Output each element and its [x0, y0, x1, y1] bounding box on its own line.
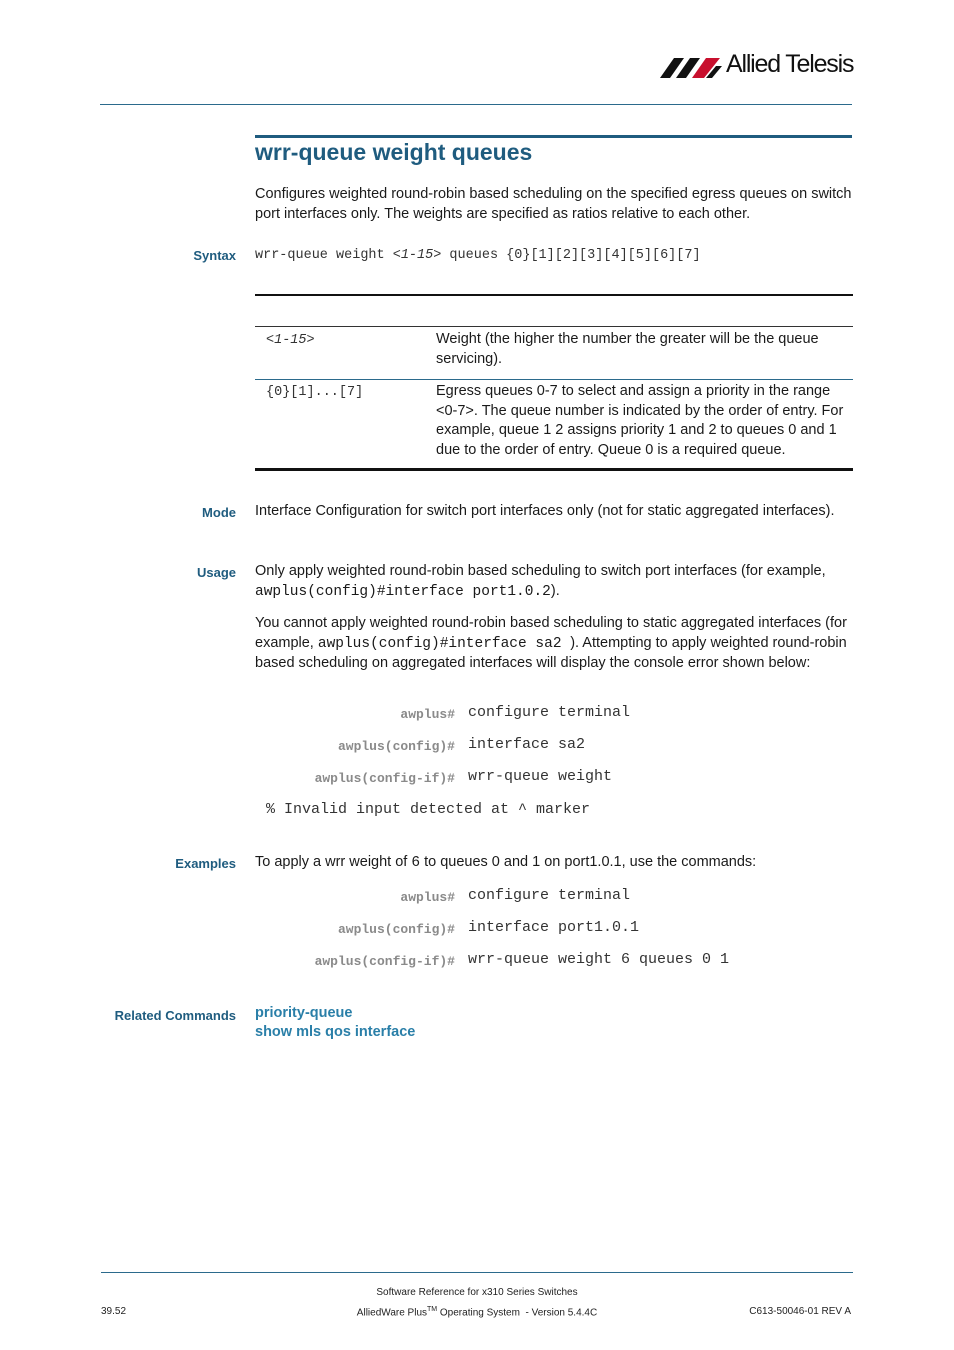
- syntax-command: [255, 248, 701, 263]
- console-prompt: awplus(config-if)#: [314, 771, 455, 786]
- table-header-rule: [255, 326, 853, 327]
- examples-label: Examples: [175, 856, 236, 871]
- usage-p1-text: Only apply weighted round-robin based scheduling to switch port interfaces (for example,: [255, 563, 826, 579]
- console-error: % Invalid input detected at ^ marker: [266, 801, 591, 818]
- examples-text-end: to queues 0 and 1 on port1.0.1, use the commands:: [420, 854, 757, 870]
- console-command: configure terminal: [468, 704, 631, 721]
- console-prompt: awplus#: [400, 890, 455, 905]
- header-divider: [100, 104, 852, 105]
- footer-product-name: AlliedWare Plus: [356, 1307, 428, 1319]
- related-commands-label: Related Commands: [114, 1008, 236, 1023]
- usage-p2-end: ). Attempting to apply weighted round-robin based scheduling on aggregated interfaces will display the console error shown below:: [255, 634, 847, 671]
- logo-text: Allied Telesis: [726, 50, 854, 78]
- examples-code: 6: [411, 855, 421, 871]
- footer-trademark: TM: [427, 1306, 438, 1313]
- allied-telesis-logo: [660, 50, 855, 80]
- console-command: wrr-queue weight 6 queues 0 1: [468, 951, 730, 968]
- link-show-mls-qos-interface[interactable]: show mls qos interface: [255, 1024, 416, 1040]
- syntax-prefix: wrr-queue weight <: [255, 248, 401, 263]
- console-prompt: awplus(config)#: [337, 739, 455, 754]
- usage-p1-end: ).: [550, 582, 560, 599]
- console-prompt: awplus(config)#: [337, 922, 455, 937]
- console-command: wrr-queue weight: [468, 768, 613, 785]
- syntax-param: 1-15: [400, 248, 434, 263]
- footer-version: Operating System - Version 5.4.4C: [437, 1307, 598, 1319]
- console-prompt: awplus(config-if)#: [314, 954, 455, 969]
- examples-text-start: To apply a wrr weight of: [255, 854, 412, 870]
- param-name: {0}[1]...[7]: [266, 385, 364, 400]
- link-priority-queue[interactable]: priority-queue: [255, 1005, 353, 1021]
- footer-doc-number: C613-50046-01 REV A: [749, 1306, 851, 1317]
- usage-paragraph-2: [255, 614, 855, 674]
- param-desc: Egress queues 0-7 to select and assign a priority in the range <0-7>. The queue number is indicated by the order of entry. For example, queue 1 2 assigns priority 1 and 2 to queues 0 and 1 due to the order of entry. Queue 0 is a required queue.: [436, 383, 844, 458]
- param-desc: Weight (the higher the number the greater will be the queue servicing).: [436, 331, 819, 367]
- usage-paragraph-1: [255, 562, 855, 602]
- console-command: interface port1.0.1: [468, 919, 640, 936]
- logo-mark-icon: [660, 54, 724, 80]
- syntax-suffix: > queues {0}[1][2][3][4][5][6][7]: [433, 248, 701, 263]
- usage-p1-code: awplus(config)#interface port1.0.2: [255, 583, 551, 600]
- console-command: interface sa2: [468, 736, 586, 753]
- table-bottom-rule: [255, 468, 853, 471]
- description: Configures weighted round-robin based scheduling on the specified egress queues on switch port interfaces only. The weights are specified as ratios relative to each other.: [255, 186, 852, 222]
- title-rule: [255, 135, 852, 138]
- mode-label: Mode: [202, 505, 236, 520]
- table-top-rule: [255, 294, 853, 296]
- mode-text: Interface Configuration for switch port interfaces only (not for static aggregated interfaces).: [255, 503, 835, 519]
- usage-label: Usage: [196, 565, 236, 580]
- console-command: configure terminal: [468, 887, 631, 904]
- usage-p2-code: awplus(config)#interface sa2: [317, 635, 571, 652]
- footer-page-number: 39.52: [101, 1306, 127, 1317]
- footer-title: Software Reference for x310 Series Switches: [376, 1287, 578, 1298]
- usage-p2-text: You cannot apply weighted round-robin based scheduling to static aggregated interfaces (for example,: [255, 615, 847, 651]
- table-row-divider: [255, 379, 853, 380]
- syntax-label: Syntax: [193, 248, 236, 263]
- footer-divider: [101, 1272, 853, 1273]
- examples-text: [255, 853, 855, 874]
- console-prompt: awplus#: [400, 707, 455, 722]
- page-title: wrr-queue weight queues: [255, 139, 533, 165]
- param-name: <1-15>: [266, 333, 315, 348]
